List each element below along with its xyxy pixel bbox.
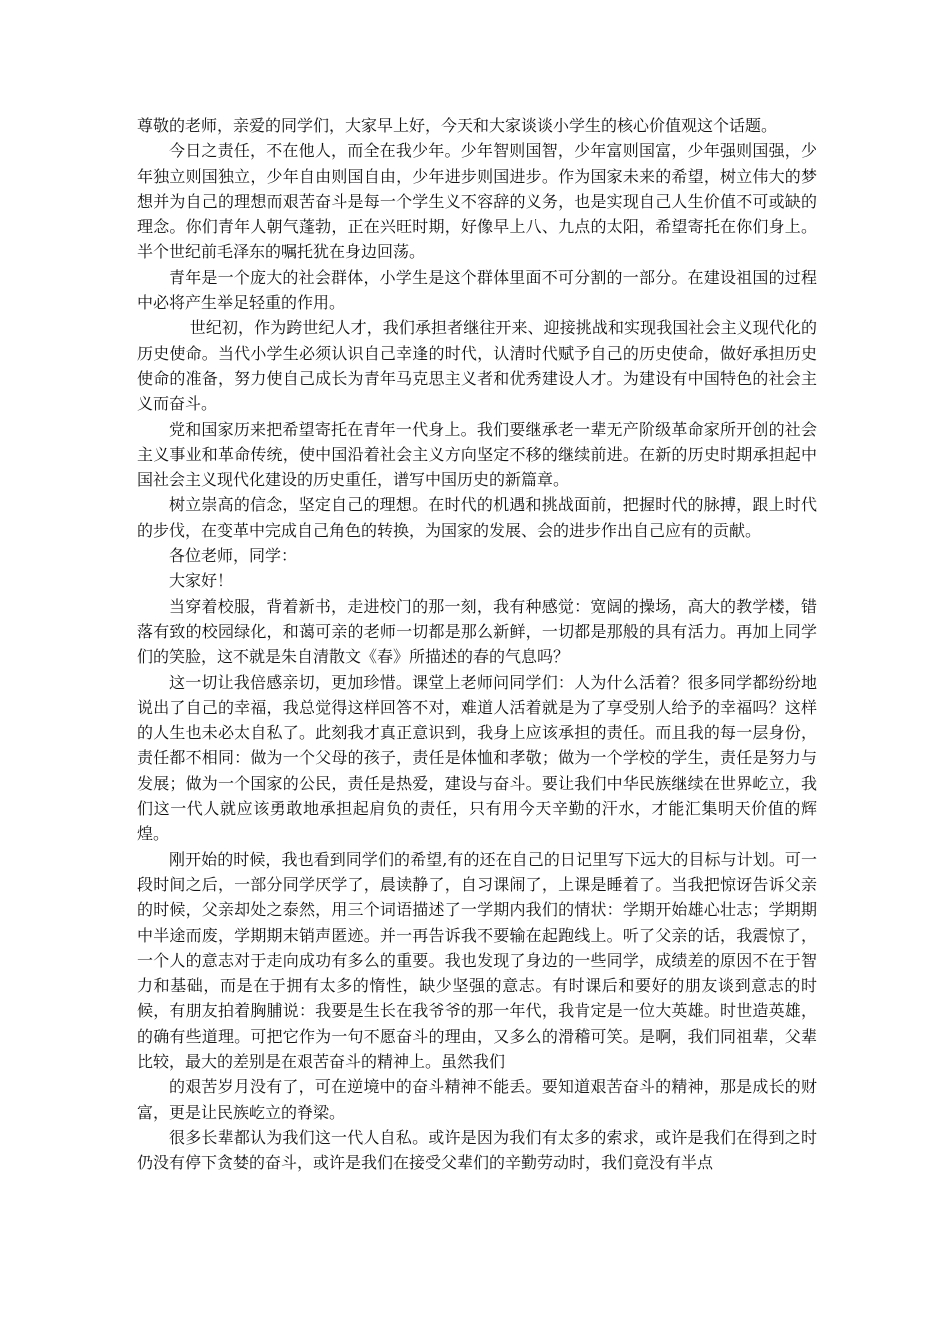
paragraph: 很多长辈都认为我们这一代人自私。或许是因为我们有太多的索求，或许是我们在得到之时仍没有停下贪婪的奋斗，或许是我们在接受父辈们的辛勤劳动时，我们竟没有半点 bbox=[137, 1127, 817, 1173]
salutation: 各位老师，同学： bbox=[169, 546, 298, 566]
document-body bbox=[137, 113, 817, 1175]
paragraph: 青年是一个庞大的社会群体，小学生是这个群体里面不可分割的一部分。在建设祖国的过程中必将产生举足轻重的作用。 bbox=[137, 267, 817, 313]
paragraph: 树立崇高的信念，坚定自己的理想。在时代的机遇和挑战面前，把握时代的脉搏，跟上时代的步伐，在变革中完成自己角色的转换，为国家的发展、会的进步作出自己应有的贡献。 bbox=[137, 495, 817, 540]
paragraph: 世纪初，作为跨世纪人才，我们承担者继往开来、迎接挑战和实现我国社会主义现代化的历史使命。当代小学生必须认识自己幸逢的时代，认清时代赋予自己的历史使命，做好承担历史使命的准备，努力使自己成长为青年马克思主义者和优秀建设人才。为建设有中国特色的社会主义而奋斗。 bbox=[137, 318, 817, 414]
paragraph: 这一切让我倍感亲切，更加珍惜。课堂上老师问同学们：人为什么活着？很多同学都纷纷地说出了自己的幸福，我总觉得这样回答不对，难道人活着就是为了享受别人给予的幸福吗？这样的人生也未必太自私了。此刻我才真正意识到，我身上应该承担的责任。而且我的每一层身份，责任都不相同：做为一个父母的孩子，责任是体恤和孝敬；做为一个学校的学生，责任是努力与发展；做为一个国家的公民，责任是热爱，建设与奋斗。要让我们中华民族继续在世界屹立，我们这一代人就应该勇敢地承担起肩负的责任，只有用今天辛勤的汗水，才能汇集明天价值的辉煌。 bbox=[137, 672, 817, 844]
paragraph: 刚开始的时候，我也看到同学们的希望,有的还在自己的日记里写下远大的目标与计划。可一段时间之后，一部分同学厌学了，晨读静了，自习课闹了，上课是睡着了。当我把惊讶告诉父亲的时候，父亲却处之泰然，用三个词语描述了一学期内我们的情状：学期开始雄心壮志；学期期中半途而废，学期期末销声匿迹。并一再告诉我不要输在起跑线上。听了父亲的话，我震惊了，一个人的意志对于走向成功有多么的重要。我也发现了身边的一些同学，成绩差的原因不在于智力和基础，而是在于拥有太多的惰性，缺少坚强的意志。有时课后和要好的朋友谈到意志的时候，有朋友拍着胸脯说：我要是生长在我爷爷的那一年代，我肯定是一位大英雄。时世造英雄，的确有些道理。可把它作为一句不愿奋斗的理由，又多么的滑稽可笑。是啊，我们同祖辈，父辈比较，最大的差别是在艰苦奋斗的精神上。虽然我们 bbox=[137, 849, 817, 1071]
paragraph-greeting: 尊敬的老师，亲爱的同学们，大家早上好，今天和大家谈谈小学生的核心价值观这个话题。 bbox=[137, 116, 778, 135]
greeting: 大家好！ bbox=[169, 571, 234, 591]
paragraph: 党和国家历来把希望寄托在青年一代身上。我们要继承老一辈无产阶级革命家所开创的社会主义事业和革命传统，使中国沿着社会主义方向坚定不移的继续前进。在新的历史时期承担起中国社会主义现代化建设的历史重任，谱写中国历史的新篇章。 bbox=[137, 419, 817, 490]
paragraph: 的艰苦岁月没有了，可在逆境中的奋斗精神不能丢。要知道艰苦奋斗的精神，那是成长的财富，更是让民族屹立的脊梁。 bbox=[137, 1077, 817, 1122]
paragraph: 今日之责任，不在他人，而全在我少年。少年智则国智，少年富则国富，少年强则国强，少年独立则国独立，少年自由则国自由，少年进步则国进步。作为国家未来的希望，树立伟大的梦想并为自己的理想而艰苦奋斗是每一个学生义不容辞的义务，也是实现自己人生价值不可或缺的理念。你们青年人朝气蓬勃，正在兴旺时期，好像早上八、九点的太阳，希望寄托在你们身上。半个世纪前毛泽东的嘱托犹在身边回荡。 bbox=[137, 141, 817, 262]
paragraph: 当穿着校服，背着新书，走进校门的那一刻，我有种感觉：宽阔的操场，高大的教学楼，错落有致的校园绿化，和蔼可亲的老师一切都是那么新鲜，一切都是那般的具有活力。再加上同学们的笑脸，这不就是朱自清散文《春》所描述的春的气息吗？ bbox=[137, 596, 817, 667]
